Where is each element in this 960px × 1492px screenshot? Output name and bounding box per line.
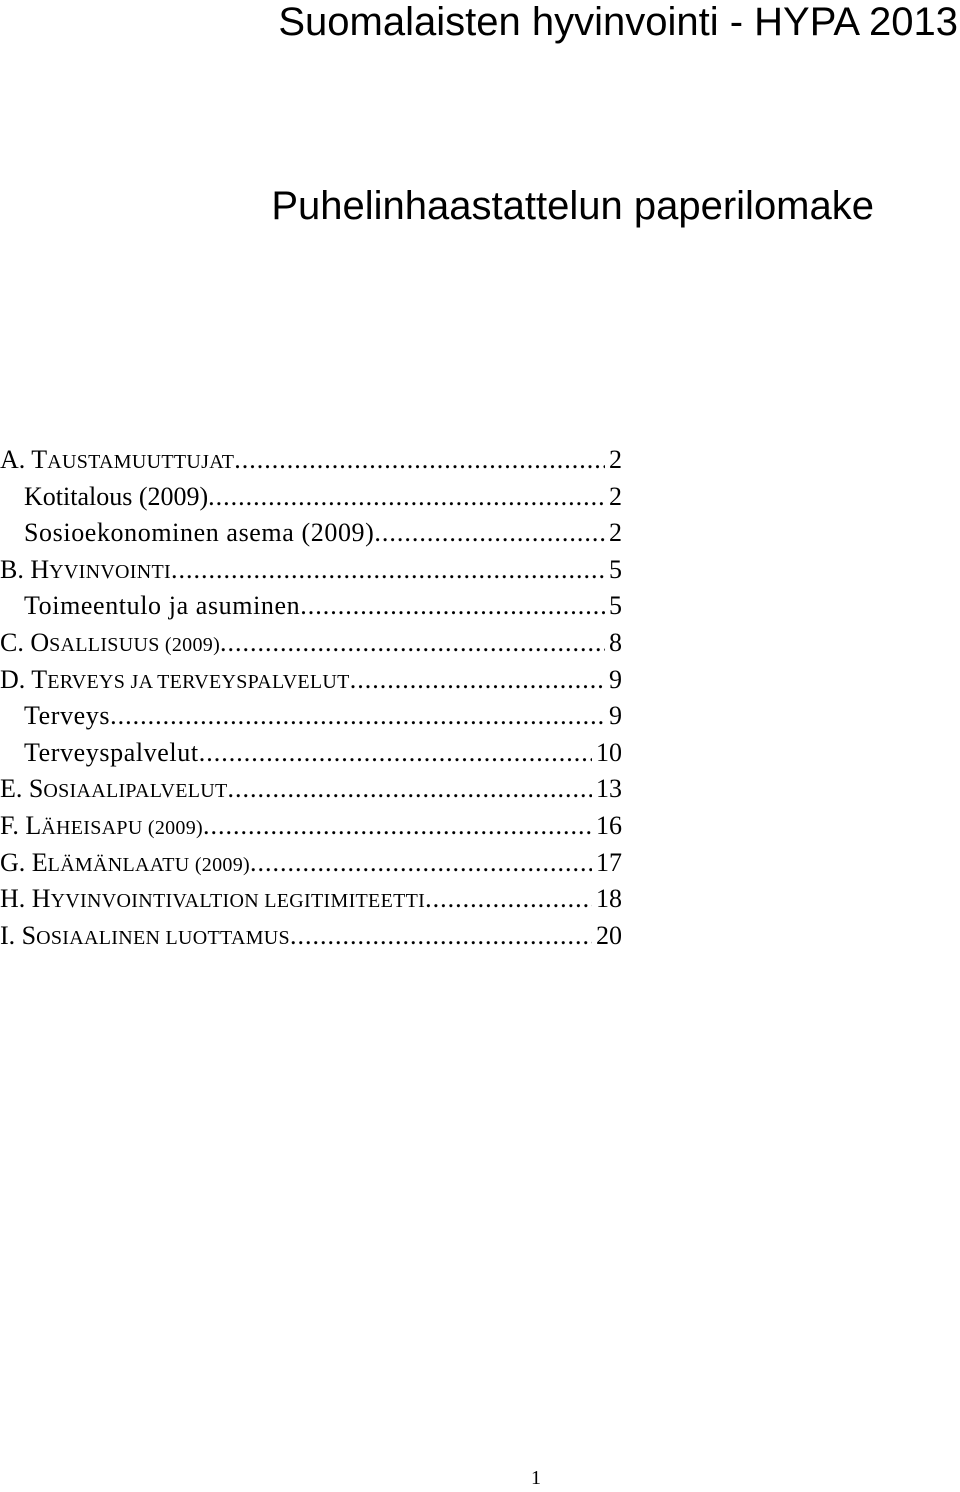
toc-page-number: 13 — [596, 774, 622, 804]
toc-entry-label: A. TAUSTAMUUTTUJAT — [0, 445, 235, 474]
toc-entry-label: G. ELÄMÄNLAATU (2009) — [0, 847, 250, 877]
toc-entry-label: Kotitalous (2009) — [24, 481, 209, 511]
toc-entry-label: B. HYVINVOINTI — [0, 554, 171, 584]
toc-entry-toimeentulo-ja-asuminen[interactable] — [0, 588, 622, 625]
toc-dot-leader — [110, 698, 605, 734]
toc-dot-leader — [374, 515, 605, 551]
toc-entry-label: E. SOSIAALIPALVELUT — [0, 774, 228, 804]
toc-entry-label: C. OSALLISUUS (2009) — [0, 627, 221, 657]
toc-entry-sosioekonominen-asema[interactable] — [0, 515, 622, 552]
toc-entry-taustamuuttujat[interactable] — [0, 442, 622, 479]
toc-dot-leader — [234, 442, 605, 478]
toc-entry-sosiaalinen-luottamus[interactable] — [0, 918, 622, 955]
toc-entry-label: Toimeentulo ja asuminen — [24, 591, 301, 621]
toc-page-number: 2 — [609, 481, 622, 511]
toc-dot-leader — [220, 625, 605, 661]
toc-dot-leader — [350, 662, 605, 698]
toc-entry-hyvinvointivaltion-legitimiteetti[interactable] — [0, 881, 622, 918]
toc-entry-terveys-ja-terveyspalvelut[interactable] — [0, 662, 622, 699]
toc-dot-leader — [425, 881, 592, 917]
toc-page-number: 8 — [609, 627, 622, 657]
toc-page-number: 5 — [609, 554, 622, 584]
toc-entry-label: I. SOSIAALINEN LUOTTAMUS — [0, 920, 290, 950]
toc-entry-kotitalous[interactable] — [0, 479, 622, 516]
toc-dot-leader — [203, 808, 592, 844]
toc-page-number: 9 — [609, 664, 622, 694]
document-title: Suomalaisten hyvinvointi - HYPA 2013 — [278, 0, 958, 44]
toc-entry-label: D. TERVEYS JA TERVEYSPALVELUT — [0, 664, 350, 694]
toc-page-number: 5 — [609, 591, 622, 621]
toc-dot-leader — [208, 479, 605, 515]
toc-page-number: 20 — [596, 920, 622, 950]
toc-entry-label: Sosioekonominen asema (2009) — [24, 518, 375, 548]
toc-entry-sosiaalipalvelut[interactable] — [0, 771, 622, 808]
table-of-contents — [0, 442, 622, 954]
toc-page-number: 16 — [596, 810, 622, 840]
toc-page-number: 9 — [609, 701, 622, 731]
toc-dot-leader — [199, 735, 592, 771]
toc-dot-leader — [171, 552, 605, 588]
toc-entry-terveyspalvelut[interactable] — [0, 735, 622, 772]
toc-entry-elamanlaatu[interactable] — [0, 845, 622, 882]
toc-entry-label: H. HYVINVOINTIVALTION LEGITIMITEETTI — [0, 884, 426, 914]
toc-entry-label: Terveys — [24, 701, 111, 731]
toc-entry-label: F. LÄHEISAPU (2009) — [0, 810, 203, 840]
toc-dot-leader — [227, 771, 592, 807]
toc-page-number: 18 — [596, 884, 622, 914]
toc-page-number: 17 — [596, 847, 622, 877]
toc-entry-terveys[interactable] — [0, 698, 622, 735]
toc-page-number: 2 — [609, 518, 622, 548]
toc-entry-osallisuus[interactable] — [0, 625, 622, 662]
toc-entry-label: Terveyspalvelut — [24, 737, 199, 767]
page-number: 1 — [531, 1467, 541, 1489]
toc-dot-leader — [300, 588, 605, 624]
toc-dot-leader — [250, 845, 592, 881]
toc-entry-hyvinvointi[interactable] — [0, 552, 622, 589]
toc-dot-leader — [290, 918, 592, 954]
toc-page-number: 2 — [609, 445, 622, 474]
toc-page-number: 10 — [596, 737, 622, 767]
toc-entry-laheisapu[interactable] — [0, 808, 622, 845]
document-subtitle: Puhelinhaastattelun paperilomake — [271, 184, 874, 228]
